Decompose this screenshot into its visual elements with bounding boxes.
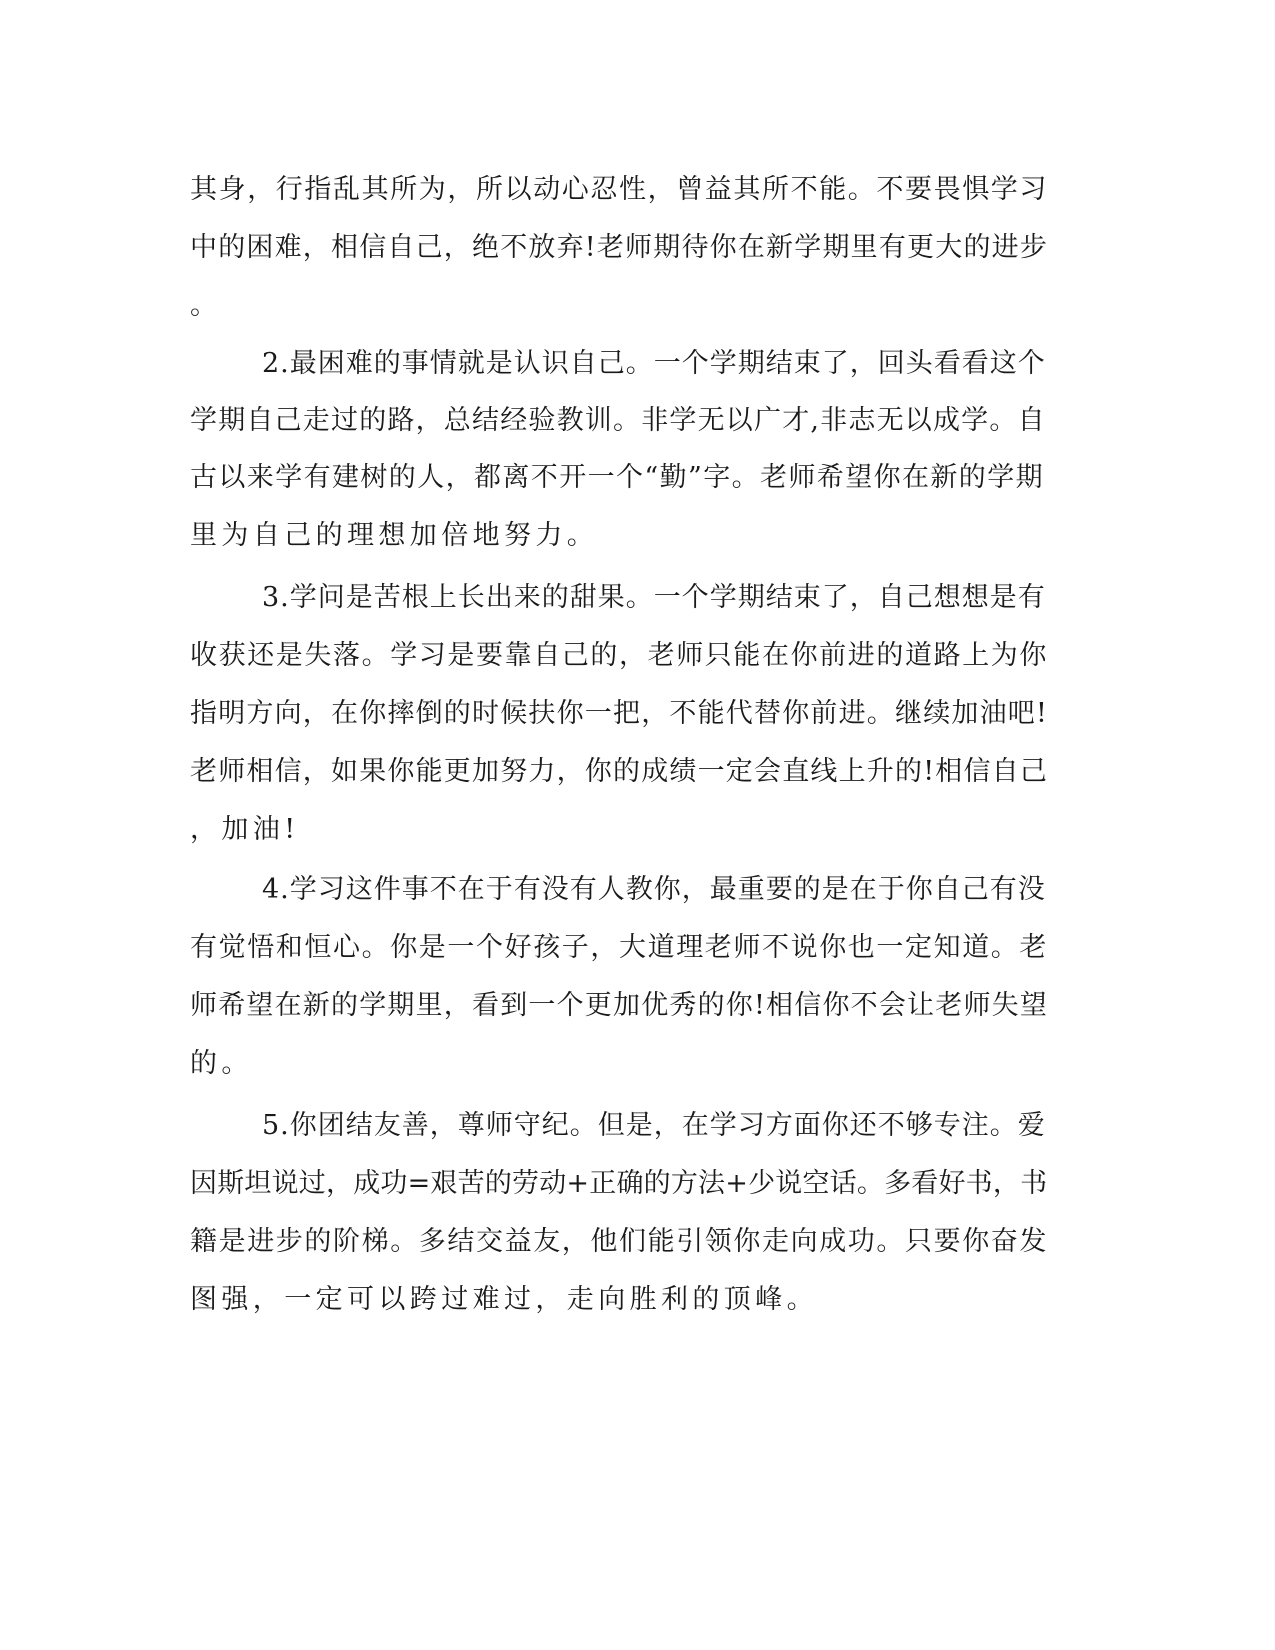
text-line: 古以来学有建树的人，都离不开一个“勤”字。老师希望你在新的学期 — [190, 462, 1045, 493]
text-line: 收获还是失落。学习是要靠自己的，老师只能在你前进的道路上为你 — [190, 640, 1048, 671]
text-line: 其身，行指乱其所为，所以动心忍性，曾益其所不能。不要畏惧学习 — [190, 174, 1048, 205]
text-line: 籍是进步的阶梯。多结交益友，他们能引领你走向成功。只要你奋发 — [190, 1226, 1048, 1257]
paragraph-5-first-line: 5.你团结友善，尊师守纪。但是，在学习方面你还不够专注。爱 — [262, 1110, 1046, 1141]
text-line: 指明方向，在你摔倒的时候扶你一把，不能代替你前进。继续加油吧! — [190, 698, 1049, 729]
text-line: 师希望在新的学期里，看到一个更加优秀的你!相信你不会让老师失望 — [190, 990, 1049, 1021]
text-line: 中的困难，相信自己，绝不放弃!老师期待你在新学期里有更大的进步 — [190, 232, 1049, 263]
text-line: 因斯坦说过，成功=艰苦的劳动+正确的方法+少说空话。多看好书，书 — [190, 1168, 1048, 1199]
text-line: 图强，一定可以跨过难过，走向胜利的顶峰。 — [190, 1284, 818, 1315]
paragraph-4-first-line: 4.学习这件事不在于有没有人教你，最重要的是在于你自己有没 — [262, 874, 1046, 905]
paragraph-2-first-line: 2.最困难的事情就是认识自己。一个学期结束了，回头看看这个 — [262, 348, 1046, 379]
text-line: 的。 — [190, 1048, 253, 1079]
text-line: 里为自己的理想加倍地努力。 — [190, 520, 599, 551]
text-line: 老师相信，如果你能更加努力，你的成绩一定会直线上升的!相信自己 — [190, 756, 1049, 787]
text-line: 学期自己走过的路，总结经验教训。非学无以广才,非志无以成学。自 — [190, 405, 1046, 436]
text-line: ，加油! — [190, 814, 300, 845]
text-line: 。 — [190, 290, 222, 321]
text-line: 有觉悟和恒心。你是一个好孩子，大道理老师不说你也一定知道。老 — [190, 932, 1048, 963]
paragraph-3-first-line: 3.学问是苦根上长出来的甜果。一个学期结束了，自己想想是有 — [262, 582, 1046, 613]
